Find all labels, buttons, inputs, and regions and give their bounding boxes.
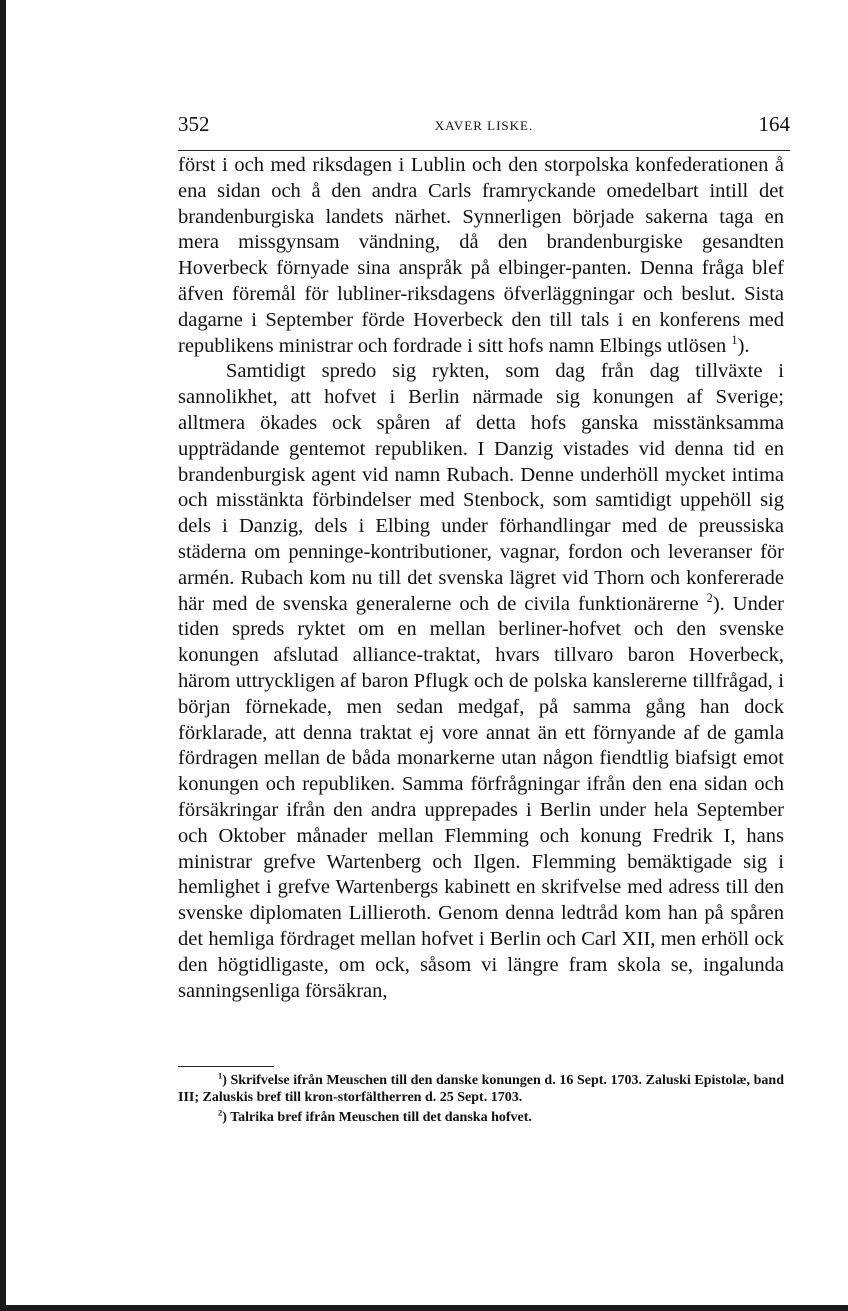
- paragraph-2: [178, 359, 784, 1004]
- footnote-1-text: ) Skrifvelse ifrån Meuschen till den danske konungen d. 16 Sept. 1703. Zaluski Epistolæ, band III; Zaluskis bref till kron-storfältherren d. 25 Sept. 1703.: [178, 1073, 784, 1105]
- footnote-2-text: ) Talrika bref ifrån Meuschen till det danska hofvet.: [222, 1110, 532, 1125]
- scan-edge-left: [0, 0, 6, 1311]
- body-text: [178, 153, 784, 1004]
- paragraph-1-text: först i och med riksdagen i Lublin och den storpolska konfederationen å ena sidan och å den andra Carls framryckande omedelbart intill det brandenburgiska landets närhet. Synnerligen började sakerna taga en mera missgynsam vändning, då den brandenburgiske gesandten Hoverbeck förnyade sina anspråk på elbinger-panten. Denna fråga blef äfven föremål för lubliner-riksdagens öfverläggningar och beslut. Sista dagarne i September förde Hoverbeck den till tals i en konferens med republikens ministrar och fordrade i sitt hofs namn Elbings utlösen: [178, 154, 784, 357]
- footnotes: [178, 1072, 784, 1126]
- page-number-left: 352: [178, 112, 210, 136]
- paragraph-1: [178, 153, 784, 359]
- header-rule: [178, 150, 790, 151]
- scan-edge-bottom: [0, 1305, 848, 1311]
- page-number-right: 164: [758, 112, 790, 136]
- footnote-ref-1: 1: [731, 332, 738, 347]
- footnote-rule: [178, 1066, 274, 1067]
- footnote-ref-2: 2: [706, 590, 713, 605]
- footnote-1-mark: 1: [218, 1071, 223, 1081]
- paragraph-2-text-b: ). Under tiden spreds ryktet om en mellan berliner-hofvet och den svenske konungen afslutad alliance-traktat, hvars tillvaro baron Hoverbeck, härom uttryckligen af baron Pflugk och de polska kanslererne tillfrågad, i början förnekade, men sedan medgaf, på samma gång han dock förklarade, att denna traktat ej vore annat än ett förnyande af de gamla fördragen mellan de båda monarkerne utan någon fiendtlig biafsigt emot konungen och republiken. Samma förfrågningar ifrån den ena sidan och försäkringar ifrån den andra upprepades i Berlin under hela September och Oktober månader mellan Flemming och konung Fredrik I, hans ministrar grefve Wartenberg och Ilgen. Flemming bemäktigade sig i hemlighet i grefve Wartenbergs kabinett en skrifvelse med adress till den svenske diplomaten Lillieroth. Genom denna ledtråd kom han på spåren det hemliga fördraget mellan hofvet i Berlin och Carl XII, men erhöll ock den högtidligaste, om ock, såsom vi längre fram skola se, ingalunda sanningsenliga försäkran,: [178, 592, 785, 1002]
- footnote-1: [178, 1072, 784, 1106]
- footnote-2: [178, 1109, 784, 1126]
- page-header: [178, 112, 790, 148]
- running-title: XAVER LISKE.: [434, 118, 534, 133]
- paragraph-1-end: ).: [737, 334, 750, 357]
- paragraph-2-text-a: Samtidigt spredo sig rykten, som dag från dag tillväxte i sannolikhet, att hofvet i Berlin närmade sig konungen af Sverige; alltmera ökades ock spåren af detta hofs ganska misstänksamma uppträdande gentemot republiken. I Danzig vistades vid denna tid en brandenburgisk agent vid namn Rubach. Denne underhöll mycket intima och misstänkta förbindelser med Stenbock, som samtidigt uppehöll sig dels i Danzig, dels i Elbing under förhandlingar med de preussiska städerna om penninge-kontributioner, vagnar, fordon och leveranser för armén. Rubach kom nu till det svenska lägret vid Thorn och konfererade här med de svenska generalerne och de civila funktionärerne: [178, 360, 784, 615]
- footnote-2-mark: 2: [218, 1108, 223, 1118]
